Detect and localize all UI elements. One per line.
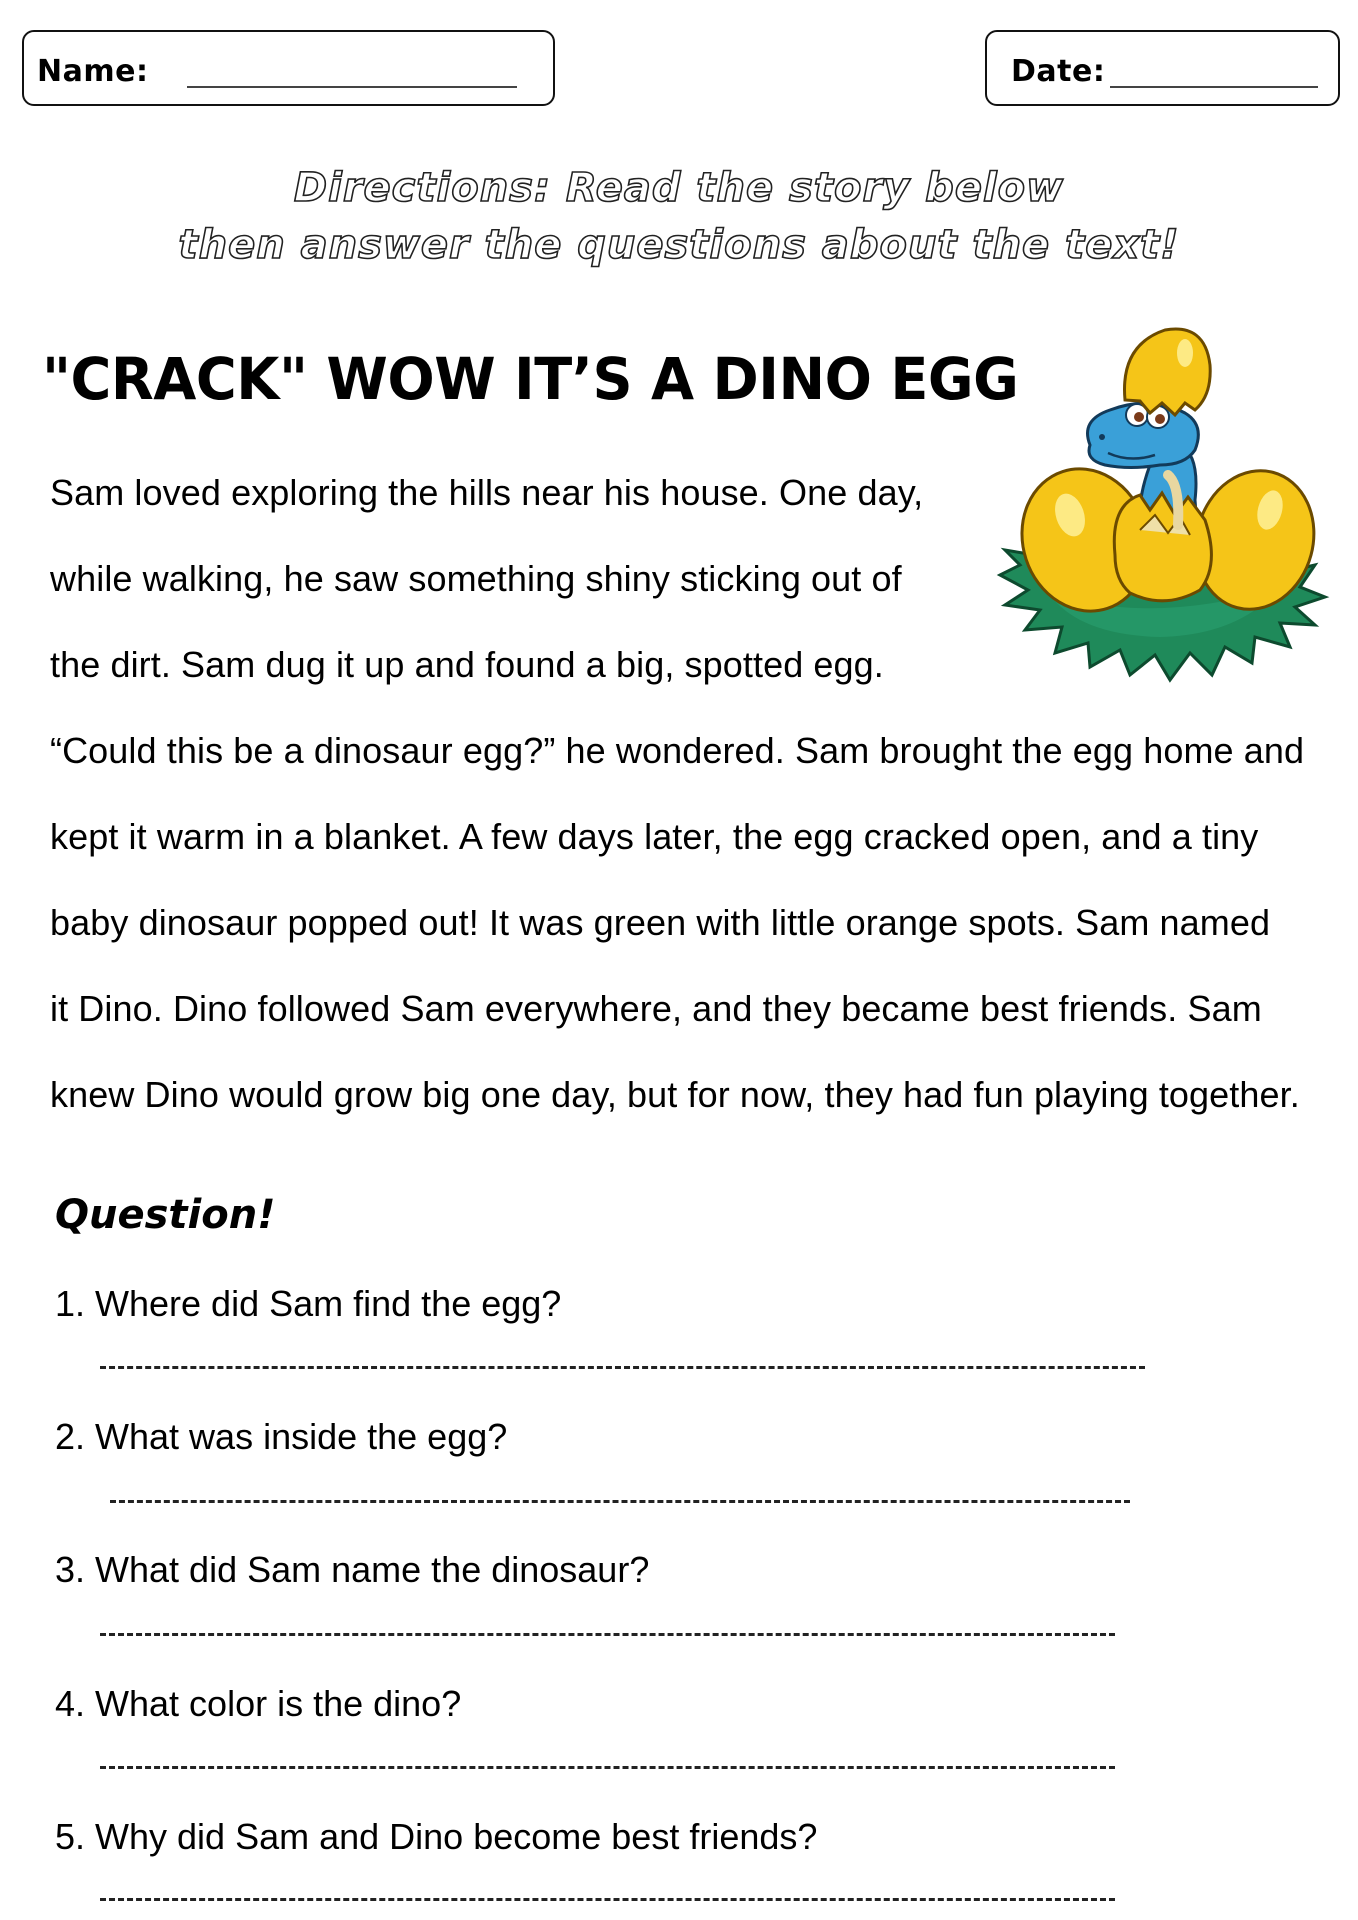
name-label: Name: xyxy=(37,54,149,89)
name-blank-line[interactable] xyxy=(187,86,517,88)
date-label: Date: xyxy=(1011,54,1106,89)
answer-line-5[interactable] xyxy=(100,1898,1115,1901)
story-line: “Could this be a dinosaur egg?” he wondered. Sam brought the egg home and xyxy=(50,730,1305,771)
answer-line-1[interactable] xyxy=(100,1366,1145,1369)
question-4-text: 4. What color is the dino? xyxy=(55,1683,462,1724)
question-3-text: 3. What did Sam name the dinosaur? xyxy=(55,1549,650,1590)
date-field-box xyxy=(985,30,1340,106)
story-line: kept it warm in a blanket. A few days later, the egg cracked open, and a tiny xyxy=(50,816,1259,857)
question-heading: Question! xyxy=(55,1192,276,1238)
date-blank-line[interactable] xyxy=(1110,86,1318,88)
question-2-text: 2. What was inside the egg? xyxy=(55,1416,508,1457)
answer-line-2[interactable] xyxy=(110,1500,1130,1503)
baby-dinosaur-hatching-icon xyxy=(990,325,1330,695)
question-1-text: 1. Where did Sam find the egg? xyxy=(55,1283,562,1324)
story-line: knew Dino would grow big one day, but for now, they had fun playing together. xyxy=(50,1074,1300,1115)
answer-line-3[interactable] xyxy=(100,1633,1115,1636)
question-5-text: 5. Why did Sam and Dino become best friends? xyxy=(55,1816,818,1857)
story-line: Sam loved exploring the hills near his house. One day, xyxy=(50,472,924,513)
story-line: it Dino. Dino followed Sam everywhere, and they became best friends. Sam xyxy=(50,988,1262,1029)
story-title: "CRACK" WOW IT’S A DINO EGG xyxy=(42,345,1019,413)
answer-line-4[interactable] xyxy=(100,1766,1115,1769)
story-line: the dirt. Sam dug it up and found a big, spotted egg. xyxy=(50,644,884,685)
story-line: baby dinosaur popped out! It was green with little orange spots. Sam named xyxy=(50,902,1271,943)
directions-line-2: then answer the questions about the text! xyxy=(178,222,1180,268)
story-line: while walking, he saw something shiny sticking out of xyxy=(50,558,902,599)
directions-line-1: Directions: Read the story below xyxy=(293,165,1065,211)
name-field-box xyxy=(22,30,555,106)
